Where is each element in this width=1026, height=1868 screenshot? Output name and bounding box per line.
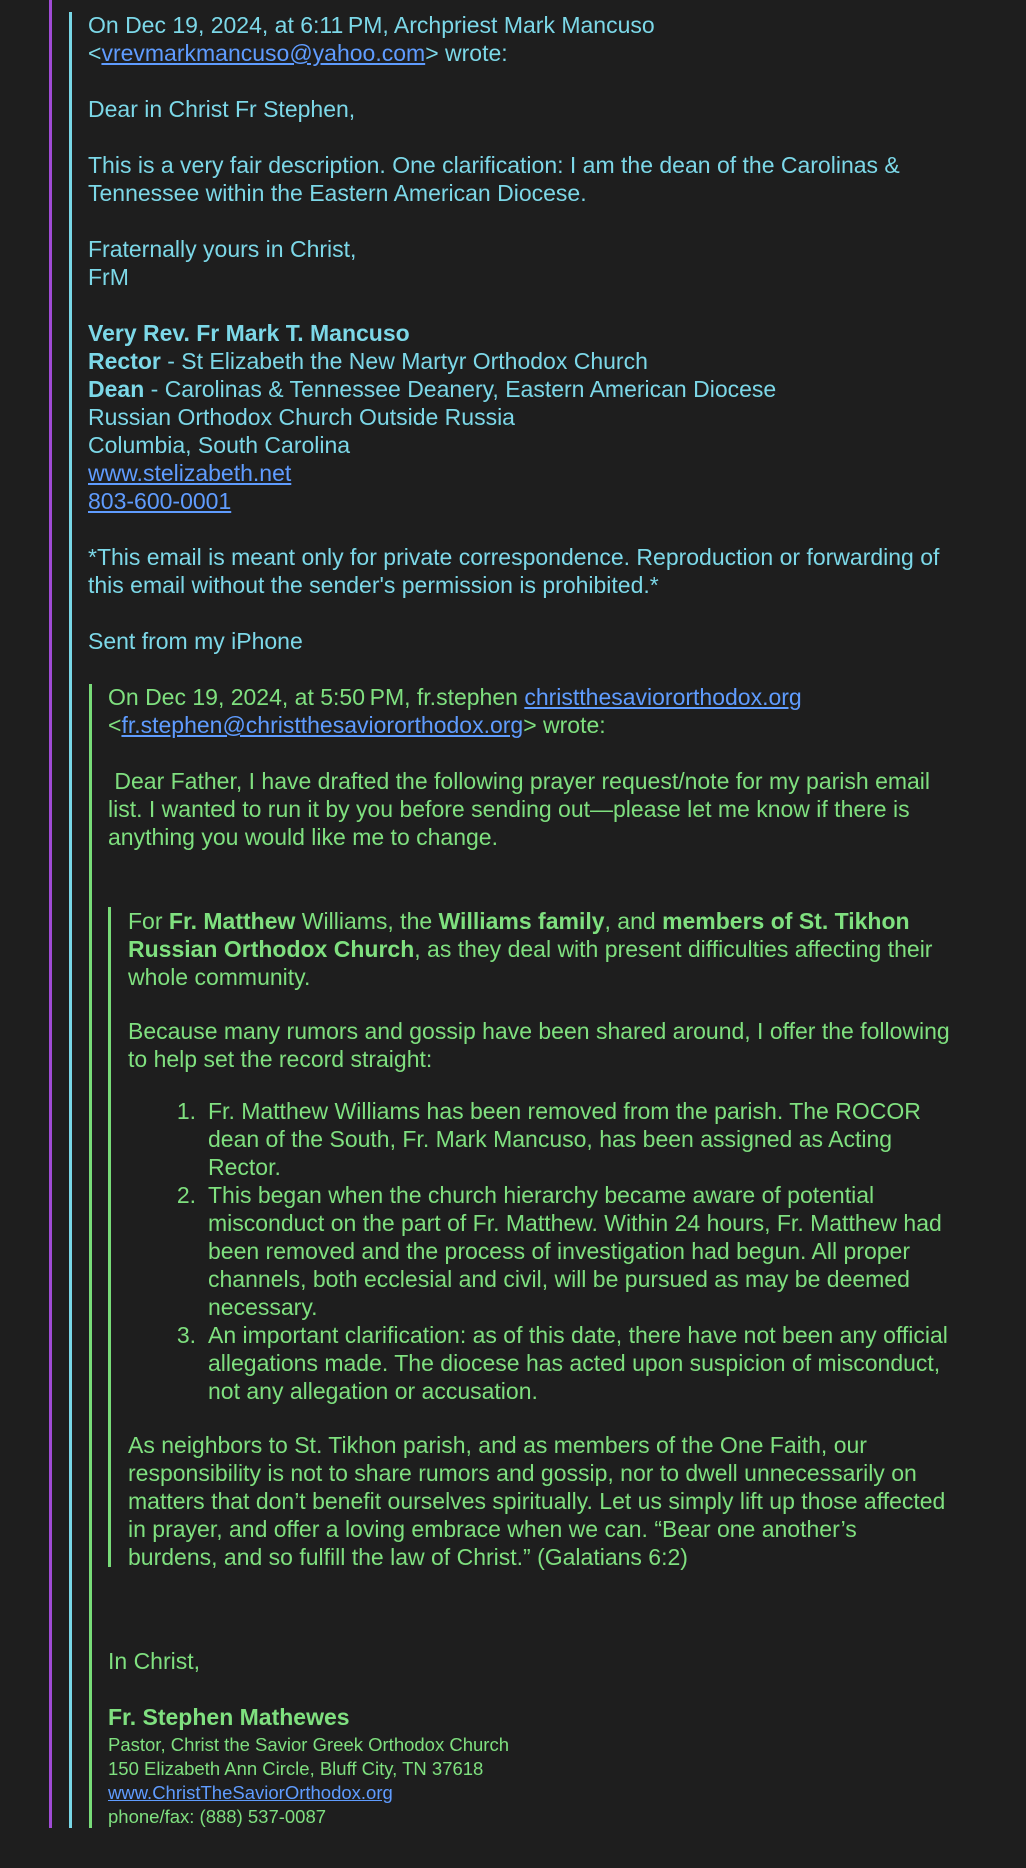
text: , and	[604, 908, 663, 934]
list-number: 3.	[176, 1322, 196, 1348]
list-item-line: allegations made. The diocese has acted upon suspicion of misconduct,	[208, 1350, 941, 1376]
outer-signature-phone	[88, 487, 231, 515]
note-p3-line: burdens, and so fulfill the law of Christ.” (Galatians 6:2)	[128, 1544, 688, 1570]
list-number: 2.	[176, 1182, 196, 1208]
inner-signature-line: 150 Elizabeth Ann Circle, Bluff City, TN 37618	[108, 1758, 484, 1779]
note-p2-line: Because many rumors and gossip have been shared around, I offer the following	[128, 1018, 950, 1044]
list-item-line: necessary.	[208, 1294, 318, 1320]
list-item-line: An important clarification: as of this date, there have not been any official	[208, 1322, 948, 1348]
outer-disclaimer-line: this email without the sender's permission is prohibited.*	[88, 572, 659, 598]
website-link[interactable]: www.ChristTheSaviorOrthodox.org	[108, 1782, 393, 1803]
list-item-line: Fr. Matthew Williams has been removed from the parish. The ROCOR	[208, 1098, 921, 1124]
text: For	[128, 908, 169, 934]
inner-closing: In Christ,	[108, 1648, 201, 1674]
bold-text: Russian Orthodox Church	[128, 936, 415, 962]
list-item-line: dean of the South, Fr. Mark Mancuso, has been assigned as Acting	[208, 1126, 893, 1152]
outer-body-line: This is a very fair description. One clarification: I am the dean of the Carolinas &	[88, 152, 900, 178]
note-p2-line: to help set the record straight:	[128, 1046, 433, 1072]
list-item-line: Rector.	[208, 1154, 281, 1180]
outer-disclaimer-line: *This email is meant only for private correspondence. Reproduction or forwarding of	[88, 544, 940, 570]
list-item-line: channels, both ecclesial and civil, will be pursued as may be deemed	[208, 1266, 910, 1292]
inner-header-email-line	[108, 711, 606, 739]
domain-link[interactable]: christthesaviororthodox.org	[524, 684, 802, 710]
sender-email-link[interactable]: fr.stephen@christthesaviororthodox.org	[121, 712, 524, 738]
text: , as they deal with present difficulties affecting their	[414, 936, 933, 962]
outer-signature-line: Columbia, South Carolina	[88, 432, 351, 458]
inner-header-line	[108, 683, 802, 711]
list-item-line: This began when the church hierarchy became aware of potential	[208, 1182, 875, 1208]
bold-text: Williams family	[438, 908, 605, 934]
note-p3-line: As neighbors to St. Tikhon parish, and as members of the One Faith, our	[128, 1432, 867, 1458]
note-p1-line	[128, 907, 910, 935]
outer-signature-rector	[88, 347, 648, 375]
rector-text: - St Elizabeth the New Martyr Orthodox Church	[160, 348, 648, 374]
lt-text: <	[88, 40, 102, 66]
phone-link[interactable]: 803-600-0001	[88, 488, 232, 514]
wrote-text: > wrote:	[425, 40, 508, 66]
outer-signature-website	[88, 459, 291, 487]
inner-intro-line: Dear Father, I have drafted the following prayer request/note for my parish email	[108, 768, 931, 794]
quote-bar-level3	[89, 684, 92, 1828]
inner-signature-phone: phone/fax: (888) 537-0087	[108, 1806, 327, 1827]
list-item-line: been removed and the process of investigation had begun. All proper	[208, 1238, 910, 1264]
inner-signature-line: Pastor, Christ the Savior Greek Orthodox Church	[108, 1734, 510, 1755]
note-p3-line: matters that don’t benefit ourselves spiritually. Let us simply lift up those affected	[128, 1488, 946, 1514]
sender-email-link[interactable]: vrevmarkmancuso@yahoo.com	[101, 40, 426, 66]
quote-bar-level4	[108, 907, 111, 1567]
inner-signature-website	[108, 1781, 393, 1805]
signature-name-text: Fr. Stephen Mathewes	[108, 1704, 350, 1730]
quote-bar-level1	[49, 0, 52, 1828]
outer-header-line: On Dec 19, 2024, at 6:11 PM, Archpriest Mark Mancuso	[88, 12, 655, 38]
quote-bar-level2	[69, 12, 72, 1828]
note-p1-line: whole community.	[128, 964, 311, 990]
header-text: On Dec 19, 2024, at 5:50 PM, fr.stephen	[108, 684, 525, 710]
list-item-line: misconduct on the part of Fr. Matthew. Within 24 hours, Fr. Matthew had	[208, 1210, 942, 1236]
bold-text: members of St. Tikhon	[662, 908, 910, 934]
lt-text: <	[108, 712, 122, 738]
website-link[interactable]: www.stelizabeth.net	[88, 460, 292, 486]
outer-signature-dean	[88, 375, 776, 403]
rector-label: Rector	[88, 348, 161, 374]
wrote-text: > wrote:	[523, 712, 606, 738]
outer-salutation: Dear in Christ Fr Stephen,	[88, 96, 356, 122]
list-item-line: not any allegation or accusation.	[208, 1378, 538, 1404]
outer-closing: Fraternally yours in Christ,	[88, 236, 357, 262]
note-p3-line: in prayer, and offer a loving embrace when we can. “Bear one another’s	[128, 1516, 857, 1542]
list-number: 1.	[176, 1098, 196, 1124]
dean-label: Dean	[88, 376, 145, 402]
note-p1-line	[128, 935, 932, 963]
dean-text: - Carolinas & Tennessee Deanery, Eastern American Diocese	[144, 376, 777, 402]
note-p3-line: responsibility is not to share rumors and gossip, nor to dwell unnecessarily on	[128, 1460, 917, 1486]
outer-closing-initials: FrM	[88, 264, 129, 290]
inner-intro-line: list. I wanted to run it by you before sending out—please let me know if there is	[108, 796, 910, 822]
inner-signature-name	[108, 1703, 350, 1731]
outer-sent-from: Sent from my iPhone	[88, 628, 303, 654]
outer-header-email-line	[88, 39, 508, 67]
outer-body-line: Tennessee within the Eastern American Diocese.	[88, 180, 587, 206]
inner-intro-line: anything you would like me to change.	[108, 824, 498, 850]
outer-signature-line: Russian Orthodox Church Outside Russia	[88, 404, 515, 430]
outer-signature-name	[88, 319, 410, 347]
signature-name-text: Very Rev. Fr Mark T. Mancuso	[88, 320, 410, 346]
bold-text: Fr. Matthew	[168, 908, 296, 934]
text: Williams, the	[295, 908, 439, 934]
